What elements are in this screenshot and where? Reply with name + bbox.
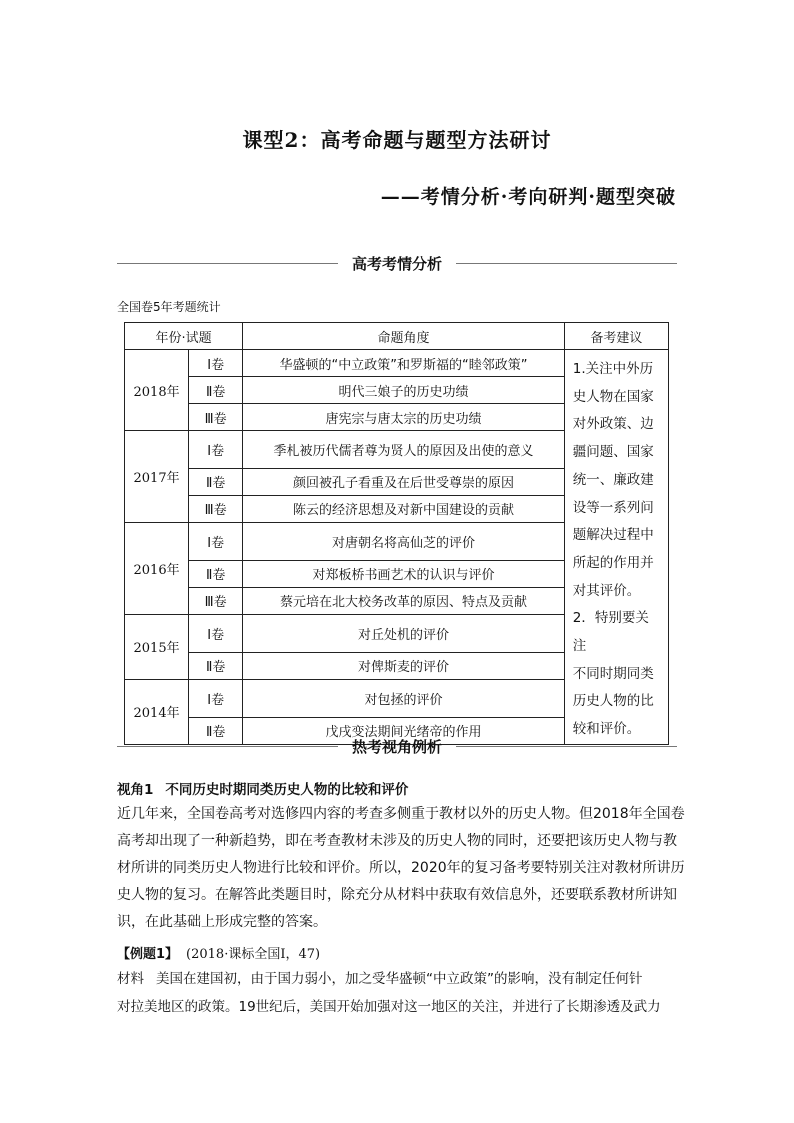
angle-cell: 颜回被孔子看重及在后世受尊崇的原因 — [243, 468, 565, 495]
material-line — [117, 965, 679, 993]
paragraph-line: 史人物的复习。在解答此类题目时，除充分从材料中获取有效信息外，还要联系教材所讲知 — [117, 887, 677, 903]
angle-cell: 对丘处机的评价 — [243, 614, 565, 652]
year-cell: 2018年 — [125, 350, 189, 431]
angle-cell: 季札被历代儒者尊为贤人的原因及出使的意义 — [243, 431, 565, 469]
volume-cell: Ⅰ卷 — [189, 522, 243, 560]
angle-cell: 蔡元培在北大校务改革的原因、特点及贡献 — [243, 587, 565, 614]
table-caption: 全国卷5年考题统计 — [117, 300, 221, 314]
section-title: 热考视角例析 — [352, 737, 443, 756]
volume-cell: Ⅰ卷 — [189, 614, 243, 652]
example-source: (2018·课标全国Ⅰ，47) — [186, 947, 321, 962]
advice-line: 较和评价。 — [572, 721, 641, 738]
section-title: 高考考情分析 — [352, 254, 443, 273]
section-header-hot-angles — [117, 733, 677, 759]
advice-line: 2．特别要关注 — [572, 610, 649, 655]
angle-cell: 对俾斯麦的评价 — [243, 652, 565, 679]
material-label: 材料 — [117, 971, 144, 987]
material-line-text: 美国在建国初，由于国力弱小，加之受华盛顿“中立政策”的影响，没有制定任何针 — [156, 971, 643, 987]
volume-cell: Ⅲ卷 — [189, 587, 243, 614]
advice-line: 设等一系列问 — [572, 499, 654, 516]
angle-cell: 对包拯的评价 — [243, 679, 565, 717]
divider — [456, 263, 677, 264]
divider — [456, 746, 677, 747]
volume-cell: Ⅲ卷 — [189, 495, 243, 522]
header-year-exam: 年份·试题 — [125, 323, 243, 350]
volume-cell: Ⅰ卷 — [189, 679, 243, 717]
advice-line: 1.关注中外历 — [572, 361, 654, 377]
volume-cell: Ⅲ卷 — [189, 404, 243, 431]
material-line: 对拉美地区的政策。19世纪后，美国开始加强对这一地区的关注，并进行了长期渗透及武力 — [117, 999, 661, 1015]
year-cell: 2016年 — [125, 522, 189, 614]
volume-cell: Ⅰ卷 — [189, 350, 243, 377]
year-cell: 2017年 — [125, 431, 189, 523]
example-tag: 【例题1】 — [117, 947, 179, 962]
page-subtitle: ——考情分析·考向研判·题型突破 — [380, 186, 676, 208]
example-heading — [117, 943, 320, 962]
angle-cell: 华盛顿的“中立政策”和罗斯福的“睦邻政策” — [243, 350, 565, 377]
material-text — [117, 965, 679, 1021]
advice-line: 历史人物的比 — [572, 693, 654, 710]
angle-cell: 戊戌变法期间光绪帝的作用 — [243, 717, 565, 744]
paragraph-line: 近几年来，全国卷高考对选修四内容的考查多侧重于教材以外的历史人物。但2018年全国卷 — [117, 806, 685, 822]
paragraph-line: 材所讲的同类历史人物进行比较和评价。所以，2020年的复习备考要特别关注对教材所讲历 — [117, 860, 685, 876]
paragraph-line: 高考却出现了一种新趋势，即在考查教材未涉及的历史人物的同时，还要把该历史人物与教 — [117, 833, 677, 849]
angle-title: 不同历史时期同类历史人物的比较和评价 — [165, 782, 409, 798]
volume-cell: Ⅱ卷 — [189, 717, 243, 744]
year-cell: 2014年 — [125, 679, 189, 744]
page-title: 课型2：高考命题与题型方法研讨 — [242, 128, 552, 152]
divider — [117, 746, 338, 747]
volume-cell: Ⅱ卷 — [189, 468, 243, 495]
exam-statistics-table — [124, 322, 669, 745]
advice-line: 不同时期同类 — [572, 665, 654, 682]
advice-line: 疆问题、国家 — [572, 444, 654, 461]
divider — [117, 263, 338, 264]
advice-line: 对外政策、边 — [572, 416, 654, 433]
header-advice: 备考建议 — [564, 323, 668, 350]
section-header-analysis — [117, 250, 677, 276]
paragraph-line: 识，在此基础上形成完整的答案。 — [117, 914, 327, 930]
advice-line: 题解决过程中 — [572, 527, 654, 544]
advice-cell — [564, 350, 668, 745]
angle-cell: 陈云的经济思想及对新中国建设的贡献 — [243, 495, 565, 522]
year-cell: 2015年 — [125, 614, 189, 679]
intro-paragraph — [117, 801, 685, 936]
table-row — [125, 350, 669, 377]
volume-cell: Ⅱ卷 — [189, 377, 243, 404]
advice-line: 史人物在国家 — [572, 388, 654, 405]
advice-line: 对其评价。 — [572, 582, 641, 599]
volume-cell: Ⅱ卷 — [189, 560, 243, 587]
table-header-row — [125, 323, 669, 350]
volume-cell: Ⅱ卷 — [189, 652, 243, 679]
angle-cell: 对郑板桥书画艺术的认识与评价 — [243, 560, 565, 587]
header-angle: 命题角度 — [243, 323, 565, 350]
advice-line: 所起的作用并 — [572, 554, 654, 571]
angle-cell: 唐宪宗与唐太宗的历史功绩 — [243, 404, 565, 431]
angle-heading — [117, 778, 408, 798]
angle-label: 视角1 — [117, 782, 154, 798]
advice-line: 统一、廉政建 — [572, 471, 654, 488]
volume-cell: Ⅰ卷 — [189, 431, 243, 469]
angle-cell: 明代三娘子的历史功绩 — [243, 377, 565, 404]
angle-cell: 对唐朝名将高仙芝的评价 — [243, 522, 565, 560]
